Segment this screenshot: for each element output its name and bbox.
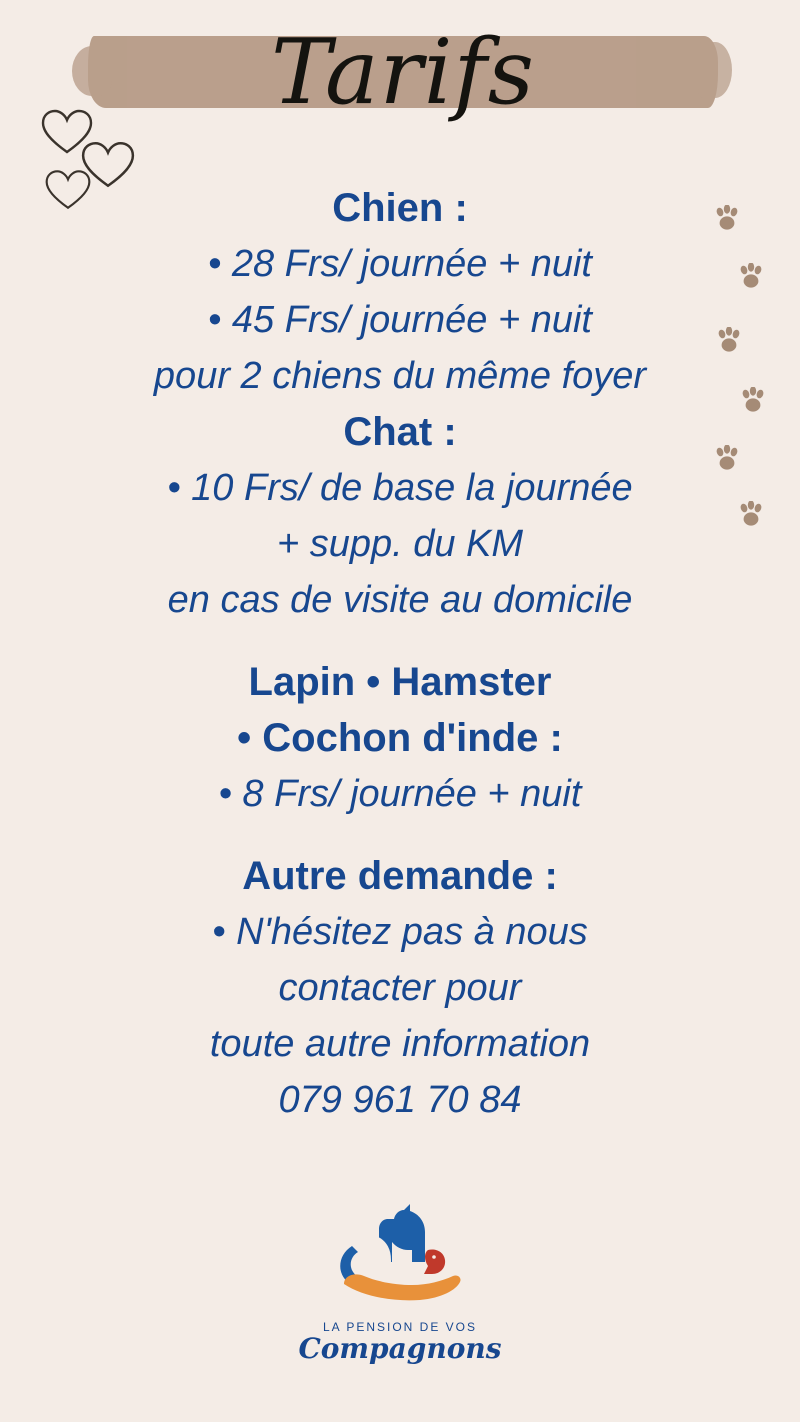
- title-band: [88, 20, 718, 125]
- section-heading-autre-demande: Autre demande :: [242, 854, 558, 898]
- contact-line-2: contacter pour: [278, 967, 522, 1009]
- section-heading-lapin-hamster: Lapin • Hamster: [248, 660, 552, 704]
- page-title: Tarifs: [270, 20, 535, 125]
- price-line-chat-1: • 10 Frs/ de base la journée: [167, 467, 633, 509]
- price-line-chat-2: + supp. du KM: [276, 523, 524, 565]
- logo: [0, 1198, 800, 1365]
- contact-line-3: toute autre information: [209, 1023, 591, 1065]
- price-line-petits-animaux-1: • 8 Frs/ journée + nuit: [218, 773, 582, 815]
- logo-name: Compagnons: [298, 1332, 502, 1365]
- logo-tagline: LA PENSION DE VOS: [322, 1320, 478, 1334]
- price-line-chien-2: • 45 Frs/ journée + nuit: [207, 299, 592, 341]
- price-line-chien-1: • 28 Frs/ journée + nuit: [207, 243, 592, 285]
- contact-line-1: • N'hésitez pas à nous: [212, 911, 588, 953]
- phone-number[interactable]: 079 961 70 84: [278, 1079, 522, 1121]
- section-heading-chat: Chat :: [343, 410, 457, 454]
- price-line-chien-3: pour 2 chiens du même foyer: [153, 355, 647, 397]
- price-list: [0, 180, 800, 1128]
- price-line-chat-3: en cas de visite au domicile: [167, 579, 633, 621]
- spacer: [0, 628, 800, 654]
- section-heading-cochon-dinde: • Cochon d'inde :: [237, 716, 563, 760]
- logo-mark-icon: [300, 1198, 500, 1318]
- spacer: [0, 822, 800, 848]
- section-heading-chien: Chien :: [332, 186, 468, 230]
